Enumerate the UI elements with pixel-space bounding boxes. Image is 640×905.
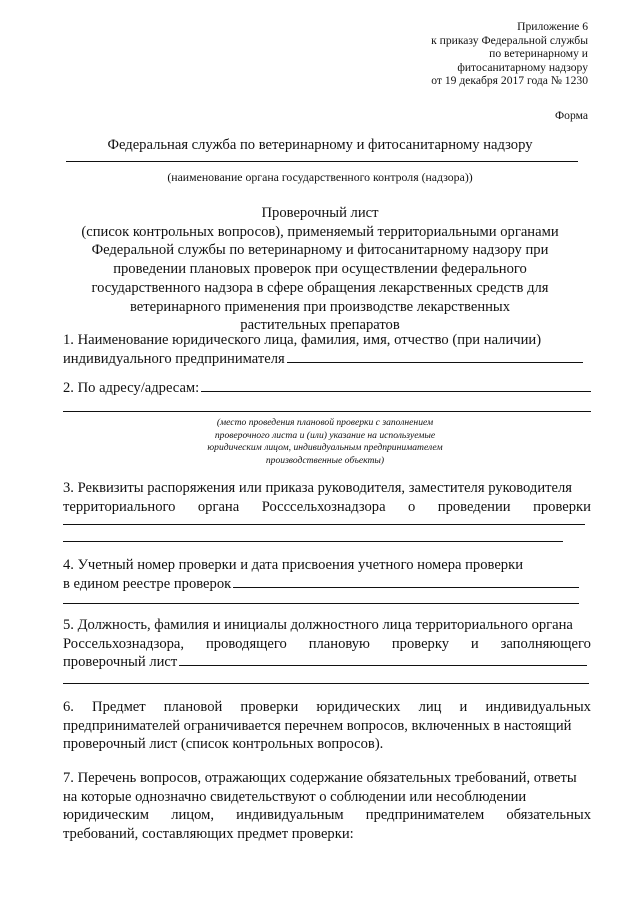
word: территориального (63, 498, 176, 515)
item-1-fill-row (63, 350, 583, 369)
item-3-text: 3. Реквизиты распоряжения или приказа руководителя, заместителя руководителя (63, 480, 572, 496)
note-line: производственные объекты) (265, 454, 385, 466)
item-3 (63, 479, 591, 516)
item-5-spread-line (63, 635, 591, 654)
word: о (408, 498, 416, 515)
appendix-line: к приказу Федеральной службы (431, 33, 588, 47)
word: проверки (533, 498, 591, 515)
title-line: Федеральной службы по ветеринарному и фитосанитарному надзору при (91, 242, 549, 259)
appendix-reference (431, 20, 588, 88)
item-5-fill-row (63, 653, 587, 672)
note-line: проверочного листа и (или) указание на используемые (214, 429, 436, 441)
word: проведении (437, 498, 511, 515)
agency-name: Федеральная служба по ветеринарному и фитосанитарному надзору (107, 137, 533, 153)
title-line: ветеринарного применения при производстве лекарственных (129, 298, 511, 315)
item-6-spread-line (63, 698, 591, 717)
item-5-fill-line[interactable] (179, 653, 587, 666)
word: и (470, 635, 479, 652)
item-2-fill-line[interactable] (201, 379, 591, 392)
form-label: Форма (555, 109, 588, 122)
word: проверку (391, 635, 450, 652)
item-3-fill-line[interactable] (63, 524, 585, 525)
item-1-text: 1. Наименование юридического лица, фамилия, имя, отчество (при наличии) (63, 332, 542, 348)
item-7-text: 7. Перечень вопросов, отражающих содержание обязательных требований, ответы (63, 770, 577, 786)
item-6-text: предпринимателей ограничивается перечнем вопросов, включенных в настоящий (63, 717, 572, 734)
item-4-fill-row (63, 575, 579, 594)
item-4-fill-line[interactable] (233, 575, 579, 588)
word: проверки (240, 699, 299, 715)
item-4-extra-line[interactable] (63, 603, 579, 604)
title-line: Проверочный лист (261, 205, 379, 221)
item-7-text: требований, составляющих предмет проверки: (63, 826, 354, 843)
word: Предмет (92, 699, 146, 715)
agency-caption: (наименование органа государственного контроля (надзора)) (167, 170, 473, 184)
item-4-text: в едином реестре проверок (63, 575, 232, 592)
item-2-label: 2. По адресу/адресам: (63, 380, 200, 396)
word: и (459, 699, 468, 715)
word: плановой (163, 699, 223, 715)
word: 6. (63, 699, 74, 715)
item-2-fill-row (63, 379, 591, 398)
item-1-fill-line[interactable] (287, 350, 583, 363)
appendix-line: фитосанитарному надзору (457, 60, 588, 74)
item-7 (63, 769, 591, 844)
appendix-line: от 19 декабря 2017 года № 1230 (431, 74, 588, 88)
item-2-note (180, 417, 470, 467)
item-3-fill-line[interactable] (63, 541, 563, 542)
title-line: государственного надзора в сфере обращения лекарственных средств для (91, 279, 549, 296)
agency-underline (66, 161, 578, 162)
item-1-text: индивидуального предпринимателя (63, 350, 285, 367)
word: органа (197, 498, 240, 515)
item-5-text: 5. Должность, фамилия и инициалы должностного лица территориального органа (63, 617, 573, 633)
item-5-extra-line[interactable] (63, 683, 589, 684)
item-2-extra-line[interactable] (63, 411, 591, 412)
item-1 (63, 331, 591, 368)
word: заполняющего (500, 635, 591, 652)
word: плановую (308, 635, 370, 652)
word: проводящего (205, 635, 287, 652)
appendix-line: Приложение 6 (517, 20, 588, 33)
item-6 (63, 698, 591, 754)
word: Россельхознадзора, (63, 635, 185, 652)
word: индивидуальным (236, 807, 344, 824)
note-line: (место проведения плановой проверки с заполнением (216, 417, 434, 428)
item-5-text: проверочный лист (63, 654, 178, 671)
item-4 (63, 556, 591, 593)
item-2 (63, 379, 591, 398)
word: юридических (316, 699, 401, 715)
item-5 (63, 616, 591, 672)
word: предпринимателем (365, 807, 485, 824)
appendix-line: по ветеринарному и (489, 47, 588, 61)
title-line: проведении плановых проверок при осуществлении федерального (113, 261, 527, 278)
word: индивидуальных (485, 699, 591, 715)
word: Росссельхознадзора (261, 498, 386, 515)
word: обязательных (506, 807, 591, 824)
item-7-spread-line (63, 806, 591, 825)
item-7-text: на которые однозначно свидетельствуют о соблюдении или несоблюдении (63, 788, 527, 805)
item-4-text: 4. Учетный номер проверки и дата присвоения учетного номера проверки (63, 557, 524, 573)
item-3-spread-line (63, 498, 591, 517)
item-1-line (63, 331, 591, 350)
title-line: растительных препаратов (240, 317, 400, 334)
word: лиц (418, 699, 442, 715)
title-line: (список контрольных вопросов), применяемый территориальными органами (81, 223, 559, 240)
word: лицом, (171, 807, 214, 824)
word: юридическим (63, 807, 150, 824)
item-6-text: проверочный лист (список контрольных вопросов). (63, 736, 384, 753)
document-title (60, 204, 580, 335)
note-line: юридическим лицом, индивидуальным предпринимателем (207, 442, 443, 453)
